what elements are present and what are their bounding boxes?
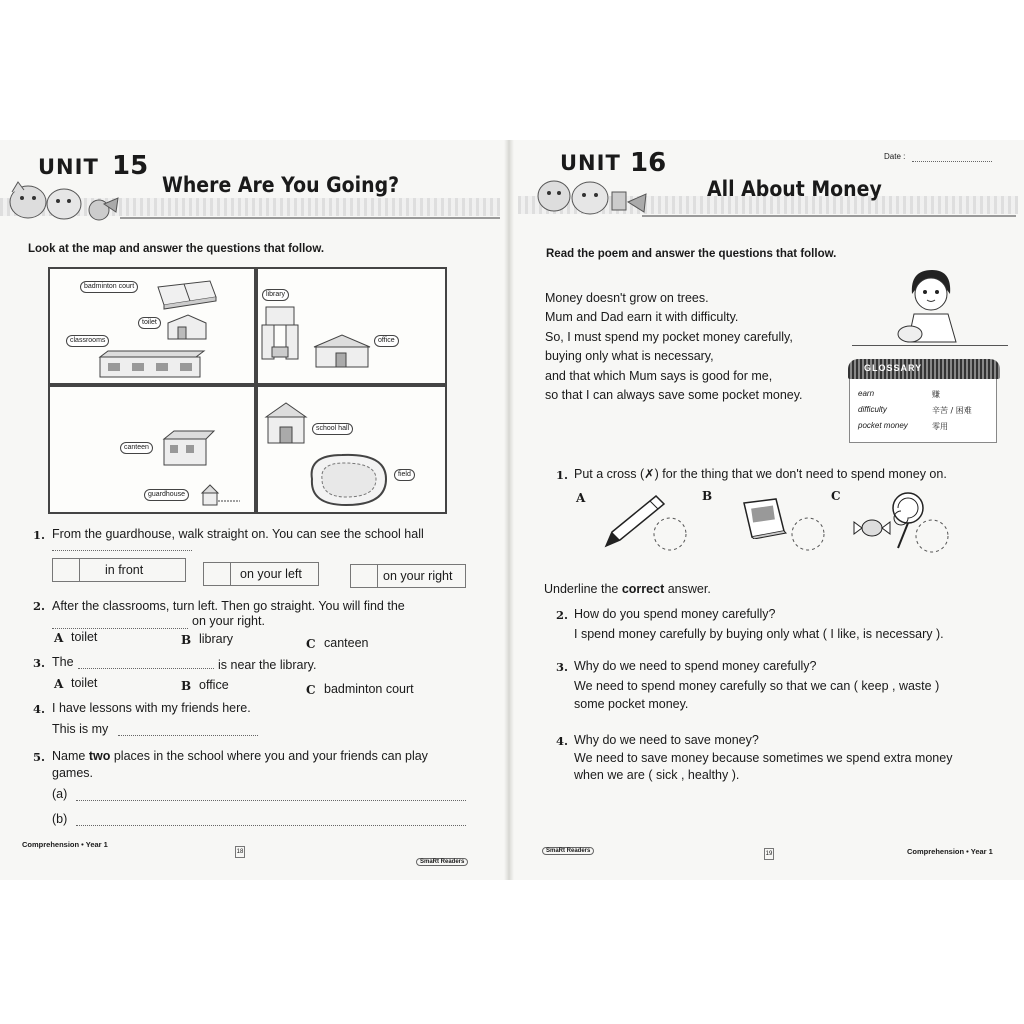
map-label-guardhouse: guardhouse: [144, 489, 189, 501]
option-letter: B: [181, 679, 192, 693]
glossary-meaning: 零用: [932, 422, 948, 431]
question-text: Put a cross (✗) for the thing that we don't need to spend money on.: [574, 467, 947, 481]
classrooms-building-drawing: [96, 347, 208, 379]
badminton-court-drawing: [150, 277, 220, 311]
field-drawing: [302, 449, 392, 509]
option-text[interactable]: toilet: [71, 630, 98, 644]
option-letter: A: [54, 677, 64, 691]
instruction: Look at the map and answer the questions that follow.: [28, 243, 325, 255]
canteen-building-drawing: [162, 429, 216, 469]
illustration-ground: [852, 345, 1008, 346]
unit-label: UNIT: [560, 151, 621, 175]
question-text: on your right.: [192, 614, 265, 628]
map-label-field: field: [394, 469, 415, 481]
date-line[interactable]: [912, 161, 992, 162]
guardhouse-drawing: [200, 483, 242, 507]
poem-line: Mum and Dad earn it with difficulty.: [545, 310, 739, 324]
question-text: [52, 747, 472, 765]
unit-title: All About Money: [707, 177, 882, 201]
option-box-on-your-left[interactable]: [203, 562, 319, 586]
publisher-logo: SmaRt Readers: [416, 858, 468, 866]
poem-line: So, I must spend my pocket money carefully,: [545, 330, 793, 344]
option-letter: C: [831, 489, 841, 503]
question-number: 3.: [33, 656, 46, 670]
girl-with-piggy-bank-illustration: [890, 264, 974, 344]
question-text-bold: two: [88, 749, 111, 763]
checkbox[interactable]: [351, 565, 378, 587]
unit-number: 16: [630, 148, 667, 178]
glossary-header: [848, 359, 1000, 379]
publisher-logo: SmaRt Readers: [542, 847, 594, 855]
option-text[interactable]: canteen: [324, 636, 369, 650]
option-text[interactable]: library: [199, 632, 234, 646]
question-number: 2.: [556, 608, 569, 622]
map-road-vertical: [254, 269, 258, 512]
header-divider: [642, 215, 1016, 217]
question-number: 4.: [33, 702, 46, 716]
question-number: 2.: [33, 599, 46, 613]
checkbox[interactable]: [53, 559, 80, 581]
unit-number: 15: [112, 151, 149, 181]
option-letter: C: [306, 683, 316, 697]
question-text-part: Name: [52, 749, 86, 763]
poem-line: and that which Mum says is good for me,: [545, 369, 773, 383]
poem-line: Money doesn't grow on trees.: [545, 291, 709, 305]
underline-instruction-part: Underline the: [544, 582, 619, 596]
answer-line[interactable]: [52, 550, 192, 551]
option-letter: C: [306, 637, 316, 651]
toilet-building-drawing: [164, 313, 210, 341]
option-text[interactable]: toilet: [71, 676, 98, 690]
book-spread: [0, 140, 1024, 880]
answer-sentence[interactable]: when we are ( sick , healthy ).: [574, 768, 740, 782]
left-page: [0, 140, 508, 880]
right-page: [512, 140, 1024, 880]
option-letter: B: [702, 489, 713, 503]
option-label: on your right: [383, 569, 453, 583]
map-label-office: office: [374, 335, 399, 347]
checkbox[interactable]: [204, 563, 231, 585]
map-label-toilet: toilet: [138, 317, 161, 329]
question-text: The: [52, 655, 74, 669]
school-map: [48, 267, 447, 514]
map-label-classrooms: classrooms: [66, 335, 109, 347]
glossary-box: [849, 363, 997, 443]
question-number: 3.: [556, 660, 569, 674]
school-hall-drawing: [262, 401, 312, 445]
library-building-drawing: [260, 303, 300, 365]
question-text: After the classrooms, turn left. Then go straight. You will find the: [52, 599, 405, 613]
answer-sentence: We need to save money because sometimes we spend extra money: [574, 751, 953, 765]
answer-line[interactable]: [118, 735, 258, 736]
book-icon: [740, 497, 788, 539]
glossary-meaning: 辛苦 / 困难: [932, 406, 972, 415]
cross-answer-circle[interactable]: [790, 516, 826, 552]
glossary-heading: GLOSSARY: [864, 363, 923, 373]
map-label-badminton-court: badminton court: [80, 281, 138, 293]
option-label: in front: [105, 563, 144, 577]
glossary-word: pocket money: [858, 421, 908, 430]
answer-sentence[interactable]: I spend money carefully by buying only what ( I like, is necessary ).: [574, 627, 944, 641]
question-text: Why do we need to spend money carefully?: [574, 659, 817, 673]
page-footer: Comprehension • Year 1: [22, 840, 108, 849]
option-text[interactable]: badminton court: [324, 682, 414, 696]
question-text: is near the library.: [218, 658, 317, 672]
map-label-school-hall: school hall: [312, 423, 353, 435]
answer-line-b[interactable]: [76, 825, 466, 826]
page-footer: Comprehension • Year 1: [907, 847, 993, 856]
question-text: games.: [52, 766, 93, 780]
page-number: 19: [764, 848, 774, 860]
page-number: 18: [235, 846, 245, 858]
question-number: 5.: [33, 750, 46, 764]
option-letter: A: [576, 491, 586, 505]
question-text: How do you spend money carefully?: [574, 607, 776, 621]
glossary-word: earn: [858, 389, 875, 398]
question-number: 1.: [33, 528, 46, 542]
office-building-drawing: [312, 333, 374, 369]
date-label: Date :: [884, 152, 906, 161]
unit-title: Where Are You Going?: [162, 173, 400, 197]
answer-sentence: some pocket money.: [574, 697, 689, 711]
question-text: I have lessons with my friends here.: [52, 701, 251, 715]
answer-line-a[interactable]: [76, 800, 466, 801]
answer-label-a: (a): [52, 787, 68, 801]
question-number: 1.: [556, 468, 569, 482]
header-divider: [120, 217, 500, 219]
underline-instruction-bold: correct: [621, 582, 665, 596]
cross-answer-circle[interactable]: [652, 516, 688, 552]
glossary-word: difficulty: [858, 405, 887, 414]
map-road-horizontal: [50, 383, 445, 387]
poem-line: so that I can always save some pocket money.: [545, 388, 803, 402]
map-label-canteen: canteen: [120, 442, 153, 454]
glossary-meaning: 赚: [932, 390, 940, 399]
question-number: 4.: [556, 734, 569, 748]
answer-sentence[interactable]: We need to spend money carefully so that we can ( keep , waste ): [574, 679, 940, 693]
answer-label-b: (b): [52, 812, 68, 826]
option-label: on your left: [240, 567, 302, 581]
cross-answer-circle[interactable]: [914, 518, 950, 554]
instruction: Read the poem and answer the questions that follow.: [546, 248, 837, 260]
underline-instruction-part: answer.: [667, 582, 711, 596]
poem-line: buying only what is necessary,: [545, 349, 714, 363]
answer-line[interactable]: [78, 668, 214, 669]
question-text: Why do we need to save money?: [574, 733, 759, 747]
option-box-in-front[interactable]: [52, 558, 186, 582]
option-box-on-your-right[interactable]: [350, 564, 466, 588]
underline-instruction: [544, 580, 711, 598]
question-text-part: places in the school where you and your friends can play: [113, 749, 428, 763]
unit-label: UNIT: [38, 155, 99, 179]
map-label-library: library: [262, 289, 289, 301]
question-text: From the guardhouse, walk straight on. You can see the school hall: [52, 527, 424, 541]
option-letter: A: [54, 631, 64, 645]
option-text[interactable]: office: [199, 678, 229, 692]
question-text: This is my: [52, 722, 109, 736]
option-letter: B: [181, 633, 192, 647]
